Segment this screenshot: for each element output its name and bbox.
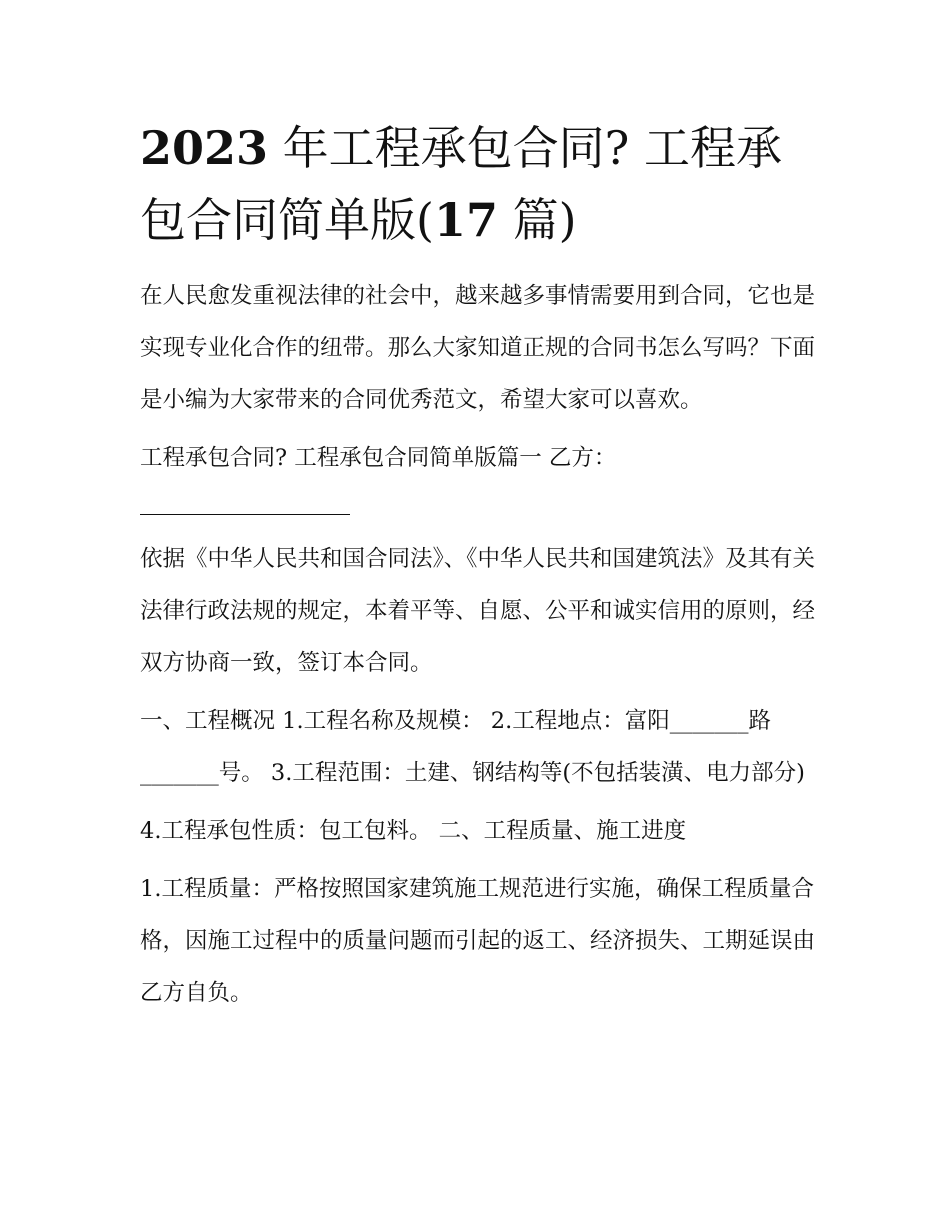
document-body	[140, 112, 820, 1025]
document-title	[140, 112, 820, 256]
contract-nature-paragraph: 4.工程承包性质：包工包料。 二、工程质量、施工进度	[140, 818, 687, 844]
title-year: 2023	[140, 121, 269, 175]
title-suffix: 篇)	[497, 193, 577, 247]
project-overview-paragraph: 一、工程概况 1.工程名称及规模： 2.工程地点：富阳_______路_______号。 3.工程范围：土建、钢结构等(不包括装潢、电力部分)	[140, 708, 805, 786]
quality-paragraph: 1.工程质量：严格按照国家建筑施工规范进行实施，确保工程质量合格，因施工过程中的质量问题而引起的返工、经济损失、工期延误由乙方自负。	[140, 876, 816, 1006]
intro-paragraph: 在人民愈发重视法律的社会中，越来越多事情需要用到合同，它也是实现专业化合作的纽带。那么大家知道正规的合同书怎么写吗？下面是小编为大家带来的合同优秀范文，希望大家可以喜欢。	[140, 283, 816, 413]
title-text: 年工程承包合同? 工程承包合同简单版(	[140, 121, 782, 247]
legal-basis-paragraph: 依据《中华人民共和国合同法》、《中华人民共和国建筑法》及其有关法律行政法规的规定，本着平等、自愿、公平和诚实信用的原则，经双方协商一致，签订本合同。	[140, 546, 816, 676]
title-count: 17	[433, 193, 498, 247]
section-heading-paragraph: 工程承包合同? 工程承包合同简单版篇一 乙方：	[140, 445, 617, 471]
